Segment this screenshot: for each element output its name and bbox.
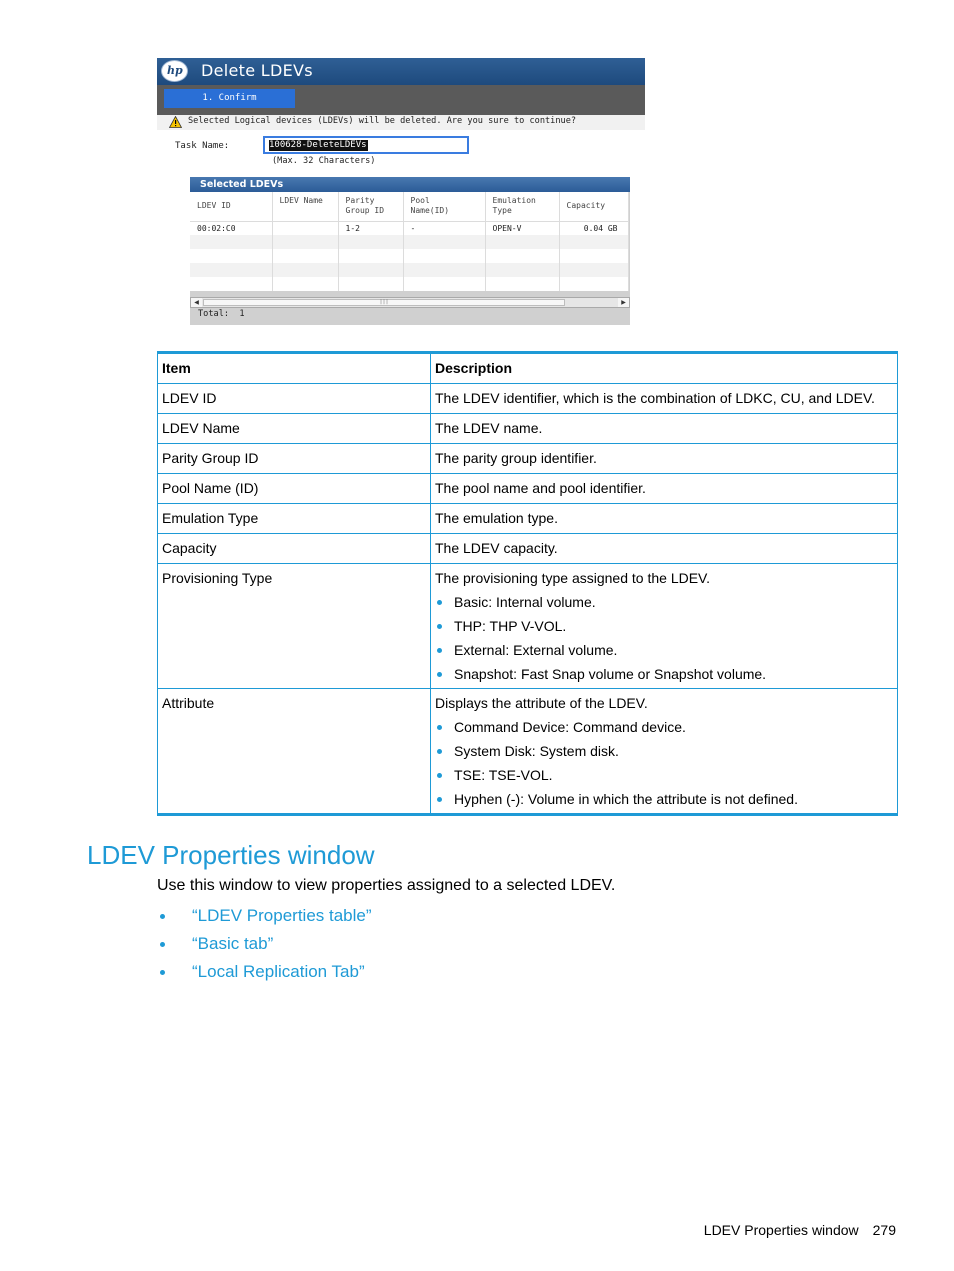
section-links: [157, 905, 372, 989]
total-count: Total: 1: [198, 309, 245, 319]
scroll-right-icon[interactable]: ▶: [618, 298, 629, 307]
scroll-thumb[interactable]: |||: [203, 299, 565, 306]
grid-row-empty: [190, 277, 628, 291]
item-cell: LDEV Name: [158, 414, 431, 444]
grid-row-empty: [190, 235, 628, 249]
link-item: [157, 961, 372, 989]
link-local-replication-tab[interactable]: “Local Replication Tab”: [192, 962, 365, 981]
delete-ldevs-screenshot: [157, 58, 645, 328]
link-basic-tab[interactable]: “Basic tab”: [192, 934, 274, 953]
item-cell: Attribute: [158, 689, 431, 815]
table-row: [158, 534, 898, 564]
dialog-title-bar: [157, 58, 645, 85]
bullet-list: [435, 718, 893, 808]
table-row: [158, 474, 898, 504]
item-cell: Parity Group ID: [158, 444, 431, 474]
col-emulation-type[interactable]: Emulation Type: [485, 192, 559, 221]
description-cell: The LDEV name.: [431, 414, 898, 444]
list-item: System Disk: System disk.: [435, 742, 893, 760]
cell-parity-group-id: 1-2: [338, 221, 403, 235]
col-parity-group-id[interactable]: Parity Group ID: [338, 192, 403, 221]
horizontal-scrollbar[interactable]: [190, 297, 630, 308]
task-name-hint: (Max. 32 Characters): [272, 156, 376, 166]
selected-ldevs-title: Selected LDEVs: [190, 177, 630, 192]
grid-row-empty: [190, 249, 628, 263]
item-cell: Pool Name (ID): [158, 474, 431, 504]
warning-text: Selected Logical devices (LDEVs) will be deleted. Are you sure to continue?: [188, 116, 577, 126]
link-ldev-properties-table[interactable]: “LDEV Properties table”: [192, 906, 372, 925]
item-cell: Capacity: [158, 534, 431, 564]
table-row: [158, 384, 898, 414]
page-number: 279: [872, 1222, 896, 1238]
selected-ldevs-table: [190, 192, 629, 291]
section-intro: Use this window to view properties assigned to a selected LDEV.: [157, 877, 616, 894]
grid-row-empty: [190, 263, 628, 277]
table-header-row: [158, 353, 898, 384]
description-cell: The pool name and pool identifier.: [431, 474, 898, 504]
hp-logo: hp: [161, 60, 188, 82]
description-text: Displays the attribute of the LDEV.: [435, 695, 648, 711]
cell-capacity: 0.04 GB: [559, 221, 628, 235]
dialog-title: Delete LDEVs: [201, 61, 313, 80]
list-item: Hyphen (-): Volume in which the attribute is not defined.: [435, 790, 893, 808]
description-cell: The parity group identifier.: [431, 444, 898, 474]
list-item: THP: THP V-VOL.: [435, 617, 893, 635]
task-name-input[interactable]: [263, 136, 469, 154]
table-row: [158, 414, 898, 444]
table-row: [158, 564, 898, 689]
table-row: [158, 689, 898, 815]
bullet-list: [435, 593, 893, 683]
grid-header-row: [190, 192, 628, 221]
description-cell: [431, 689, 898, 815]
item-cell: Provisioning Type: [158, 564, 431, 689]
list-item: Basic: Internal volume.: [435, 593, 893, 611]
step-bar: [157, 85, 645, 115]
warning-icon: [169, 116, 182, 128]
warning-bar: [157, 115, 645, 130]
link-item: [157, 933, 372, 961]
list-item: Snapshot: Fast Snap volume or Snapshot volume.: [435, 665, 893, 683]
selected-ldevs-panel: [190, 192, 630, 325]
col-ldev-id[interactable]: LDEV ID: [190, 192, 272, 221]
link-item: [157, 905, 372, 933]
item-cell: Emulation Type: [158, 504, 431, 534]
task-name-value: 100628-DeleteLDEVs: [269, 140, 367, 150]
header-item: Item: [158, 353, 431, 384]
item-cell: LDEV ID: [158, 384, 431, 414]
footer-title: LDEV Properties window: [703, 1222, 859, 1238]
description-cell: The LDEV capacity.: [431, 534, 898, 564]
cell-ldev-id: 00:02:C0: [190, 221, 272, 235]
task-name-label: Task Name:: [175, 141, 230, 151]
table-row: [158, 444, 898, 474]
grid-row[interactable]: [190, 221, 628, 235]
description-cell: [431, 564, 898, 689]
page-footer: [704, 1222, 896, 1238]
col-pool-name[interactable]: Pool Name(ID): [403, 192, 485, 221]
step-confirm[interactable]: 1. Confirm: [164, 89, 295, 108]
cell-ldev-name: [272, 221, 338, 235]
col-capacity[interactable]: Capacity: [559, 192, 628, 221]
header-description: Description: [431, 353, 898, 384]
cell-pool-name: -: [403, 221, 485, 235]
section-title: LDEV Properties window: [87, 840, 375, 870]
cell-emulation-type: OPEN-V: [485, 221, 559, 235]
list-item: TSE: TSE-VOL.: [435, 766, 893, 784]
table-row: [158, 504, 898, 534]
scroll-left-icon[interactable]: ◀: [191, 298, 202, 307]
description-text: The provisioning type assigned to the LDEV.: [435, 570, 710, 586]
description-cell: The LDEV identifier, which is the combination of LDKC, CU, and LDEV.: [431, 384, 898, 414]
description-cell: The emulation type.: [431, 504, 898, 534]
col-ldev-name[interactable]: LDEV Name: [272, 192, 338, 221]
ldev-items-table: [157, 351, 898, 816]
list-item: External: External volume.: [435, 641, 893, 659]
list-item: Command Device: Command device.: [435, 718, 893, 736]
